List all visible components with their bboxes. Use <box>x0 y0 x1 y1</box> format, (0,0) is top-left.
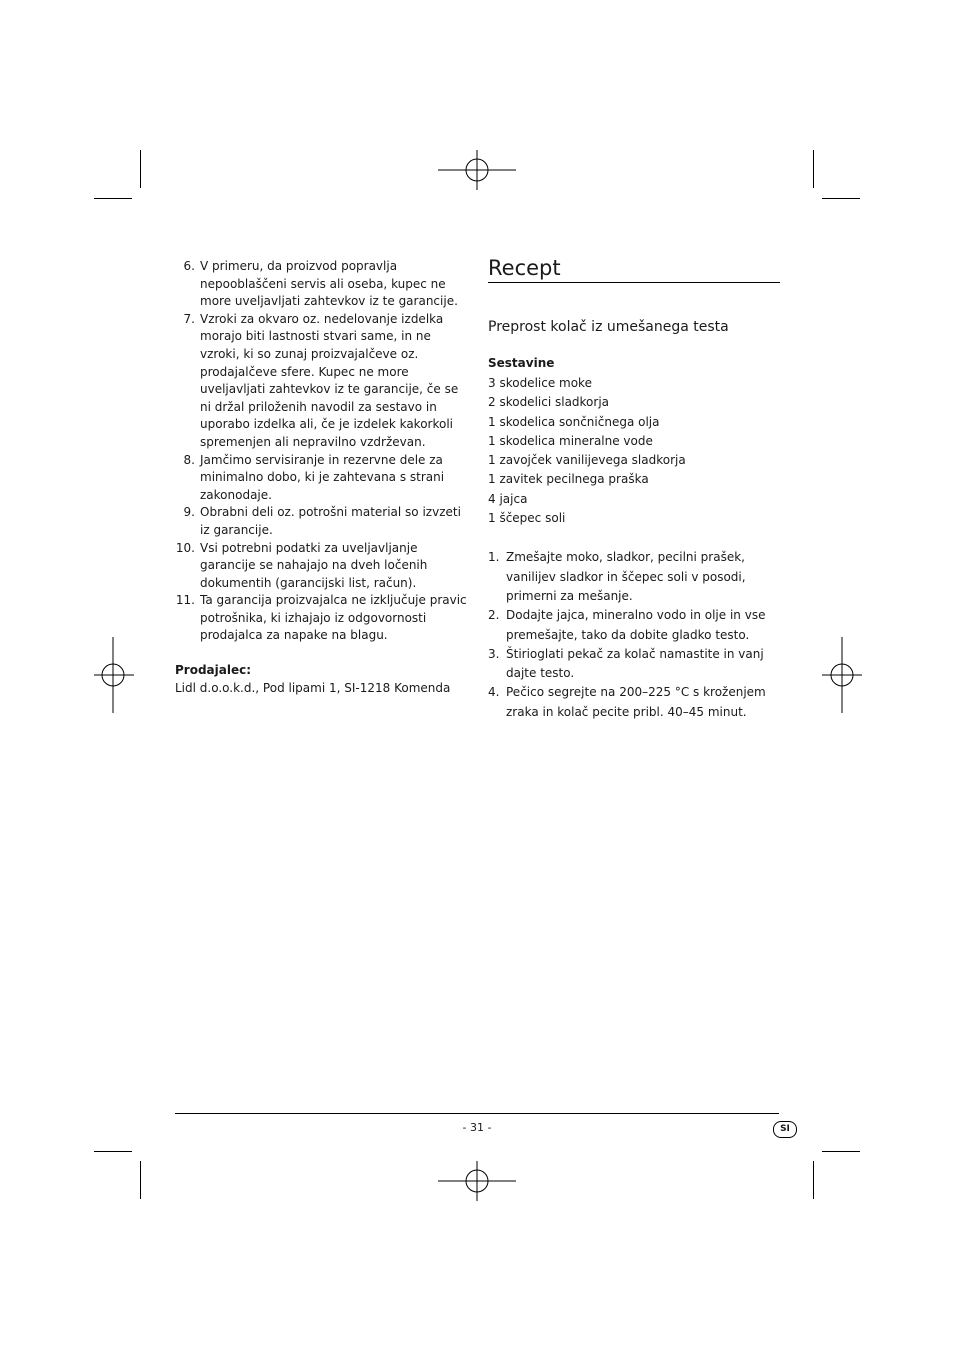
step-text: Pečico segrejte na 200–225 °C s kroženjem zraka in kolač pecite pribl. 40–45 minut. <box>506 685 766 719</box>
item-number: 11. <box>175 593 195 608</box>
recipe-column <box>488 256 780 722</box>
step-text: Štirioglati pekač za kolač namastite in vanj dajte testo. <box>506 646 764 681</box>
crop-mark <box>822 1151 860 1152</box>
item-text: Jamčimo servisiranje in rezervne dele za minimalno dobo, ki je zahtevana s strani zakonodaje. <box>200 452 445 502</box>
ingredients-list <box>488 374 780 528</box>
crop-mark <box>140 150 141 188</box>
recipe-title: Recept <box>488 256 780 283</box>
recipe-subtitle: Preprost kolač iz umešanega testa <box>488 319 729 335</box>
footer-rule <box>175 1113 779 1114</box>
warranty-list <box>175 258 467 645</box>
warranty-item <box>175 504 467 539</box>
crop-mark <box>813 1161 814 1199</box>
seller-address: Lidl d.o.o.k.d., Pod lipami 1, SI-1218 Komenda <box>175 680 451 695</box>
item-text: Vzroki za okvaro oz. nedelovanje izdelka morajo biti lastnosti stvari same, in ne vzroki, ki so zunaj proizvajalčeve oz. prodajalčeve sfere. Kupec ne more uveljavljati zahtevkov iz te garancije, če se ni držal priloženih navodil za sestavo in uporabo izdelka ali, če je izdelek kakorkoli spremenjen ali nepravilno vzdrževan. <box>200 311 459 449</box>
ingredient-item: 4 jajca <box>488 491 528 506</box>
warranty-item <box>175 258 467 311</box>
step-text: Dodajte jajca, mineralno vodo in olje in vse premešajte, tako da dobite gladko testo. <box>506 608 766 642</box>
step-number: 1. <box>488 550 500 565</box>
step-item <box>488 606 780 645</box>
ingredient-item: 2 skodelici sladkorja <box>488 395 610 410</box>
item-text: Vsi potrebni podatki za uveljavljanje garancije se nahajajo na dveh ločenih dokumentih (garancijski list, račun). <box>200 540 428 590</box>
language-badge: SI <box>773 1121 797 1138</box>
item-number: 10. <box>175 540 195 555</box>
crop-mark <box>822 198 860 199</box>
page-number: - 31 - <box>462 1121 492 1134</box>
warranty-item <box>175 592 467 645</box>
crop-mark <box>94 1151 132 1152</box>
crop-mark <box>140 1161 141 1199</box>
warranty-item <box>175 311 467 452</box>
step-item <box>488 645 780 684</box>
ingredient-item: 3 skodelice moke <box>488 376 592 390</box>
registration-mark-top <box>438 150 516 190</box>
crop-mark <box>813 150 814 188</box>
warranty-item <box>175 540 467 593</box>
step-text: Zmešajte moko, sladkor, pecilni prašek, vanilijev sladkor in ščepec soli v posodi, primerni za mešanje. <box>506 550 746 603</box>
crop-mark <box>94 198 132 199</box>
item-number: 7. <box>183 311 195 326</box>
item-text: Ta garancija proizvajalca ne izključuje pravic potrošnika, ki izhajajo iz odgovornosti prodajalca za napake na blagu. <box>200 593 467 643</box>
ingredient-item: 1 skodelica sončničnega olja <box>488 414 660 429</box>
step-item <box>488 548 780 606</box>
steps-list <box>488 548 780 722</box>
ingredient-item: 1 zavojček vanilijevega sladkorja <box>488 453 686 468</box>
step-number: 4. <box>488 685 500 700</box>
warranty-column <box>175 258 467 697</box>
item-number: 6. <box>183 259 195 273</box>
item-text: Obrabni deli oz. potrošni material so izvzeti iz garancije. <box>200 505 461 537</box>
step-number: 2. <box>488 608 500 623</box>
ingredient-item: 1 ščepec soli <box>488 511 566 526</box>
item-number: 9. <box>183 505 195 520</box>
ingredient-item: 1 zavitek pecilnega praška <box>488 472 649 487</box>
item-number: 8. <box>183 452 195 467</box>
step-item <box>488 683 780 722</box>
registration-mark-bottom <box>438 1161 516 1201</box>
item-text: V primeru, da proizvod popravlja nepooblaščeni servis ali oseba, kupec ne more uveljavljati zahtevkov iz te garancije. <box>200 259 458 309</box>
warranty-item <box>175 452 467 505</box>
registration-mark-right <box>822 637 862 713</box>
seller-label: Prodajalec: <box>175 663 252 678</box>
registration-mark-left <box>94 637 134 713</box>
ingredient-item: 1 skodelica mineralne vode <box>488 433 653 448</box>
ingredients-heading: Sestavine <box>488 356 555 370</box>
step-number: 3. <box>488 646 500 661</box>
